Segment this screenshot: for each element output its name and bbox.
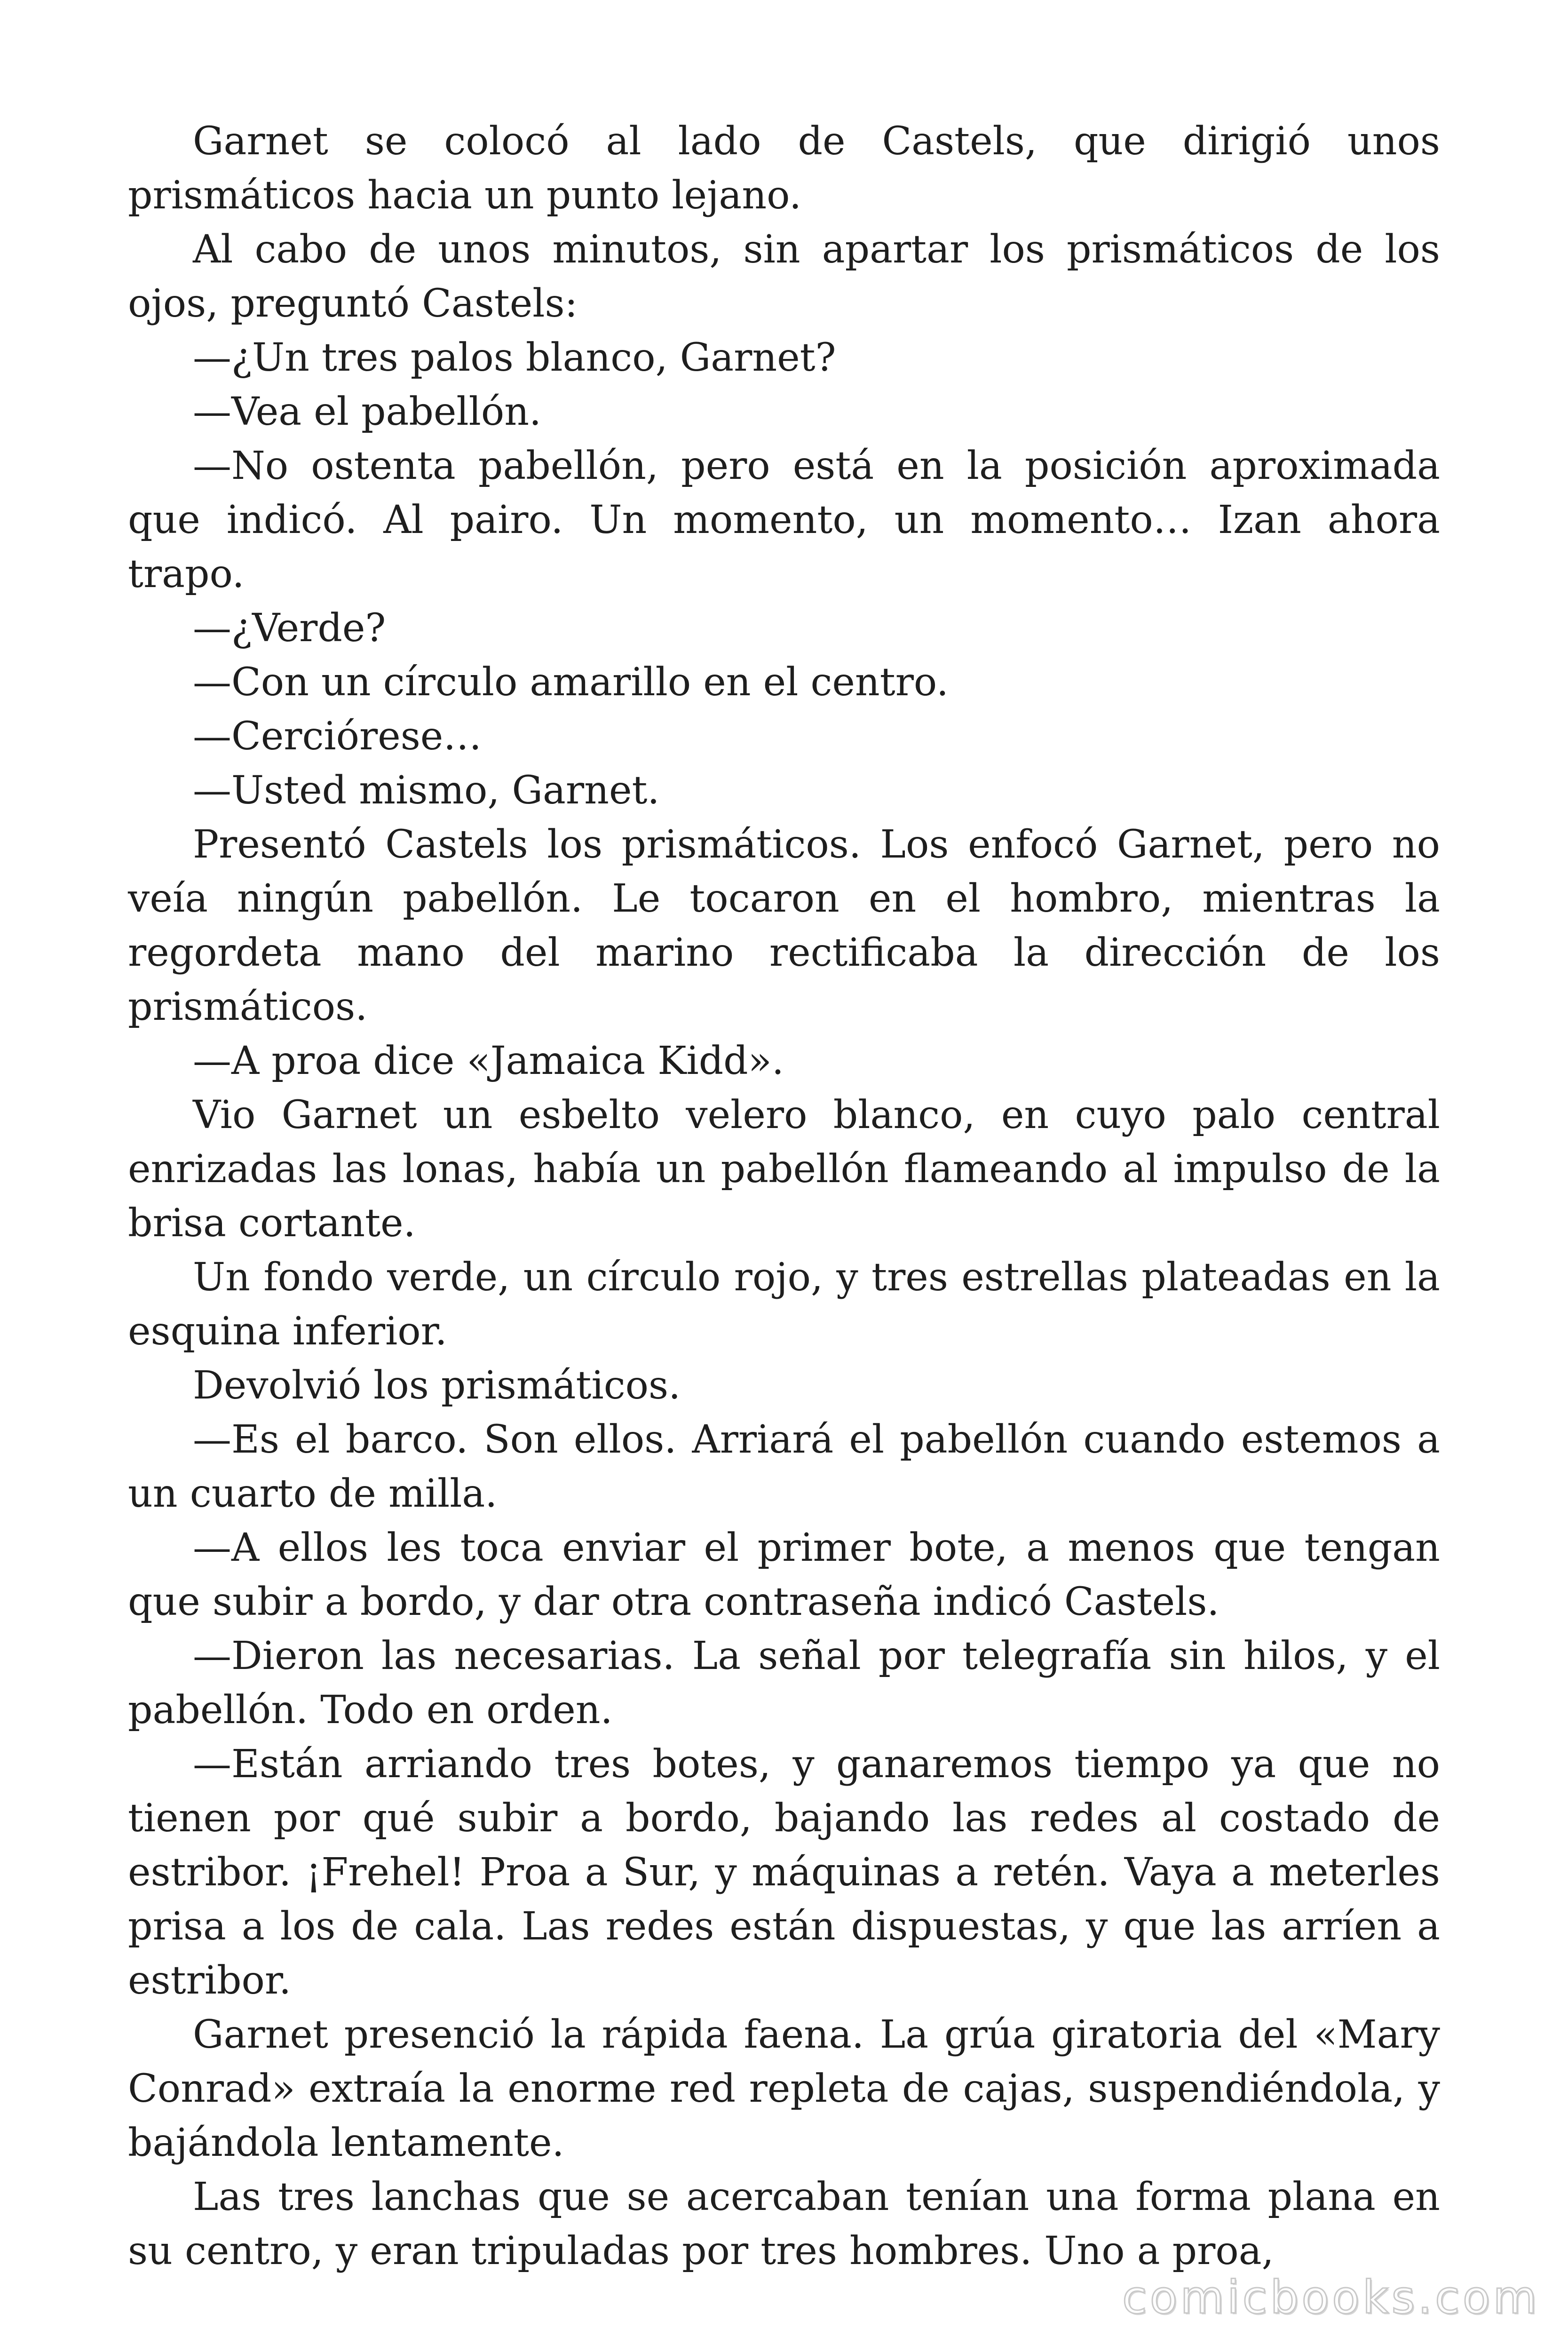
dialogue-line: —Dieron las necesarias. La señal por telegrafía sin hilos, y el pabellón. Todo en orden. xyxy=(128,1634,1440,1732)
dialogue-line: —Usted mismo, Garnet. xyxy=(193,768,660,813)
dialogue-line: —Vea el pabellón. xyxy=(193,389,542,434)
dialogue-line: —Es el barco. Son ellos. Arriará el pabellón cuando estemos a un cuarto de milla. xyxy=(128,1417,1440,1516)
dialogue-line: —No ostenta pabellón, pero está en la posición aproximada que indicó. Al pairo. Un momento, un momento… Izan ahora trapo. xyxy=(128,444,1440,596)
body-text xyxy=(128,114,1440,2278)
watermark: comicbooks.com xyxy=(1122,2271,1540,2324)
dialogue-line: —¿Un tres palos blanco, Garnet? xyxy=(193,335,836,380)
dialogue-line: —¿Verde? xyxy=(193,606,386,651)
dialogue-line: —Están arriando tres botes, y ganaremos tiempo ya que no tienen por qué subir a bordo, bajando las redes al costado de estribor. ¡Frehel! Proa a Sur, y máquinas a retén. Vaya a meterles prisa a los de cala. Las redes están dispuestas, y que las arríen a estribor. xyxy=(128,1742,1440,2003)
paragraph: Vio Garnet un esbelto velero blanco, en cuyo palo central enrizadas las lonas, había un pabellón flameando al impulso de la brisa cortante. xyxy=(128,1093,1440,1246)
dialogue-line: —Cerciórese… xyxy=(193,714,482,759)
dialogue-line: —A proa dice «Jamaica Kidd». xyxy=(193,1039,784,1083)
paragraph: Devolvió los prismáticos. xyxy=(193,1363,681,1408)
paragraph: Garnet presenció la rápida faena. La grúa giratoria del «Mary Conrad» extraía la enorme red repleta de cajas, suspendiéndola, y bajándola lentamente. xyxy=(128,2012,1440,2165)
paragraph: Las tres lanchas que se acercaban tenían una forma plana en su centro, y eran tripuladas por tres hombres. Uno a proa, xyxy=(128,2175,1440,2273)
paragraph: Un fondo verde, un círculo rojo, y tres estrellas plateadas en la esquina inferior. xyxy=(128,1255,1440,1354)
paragraph: Al cabo de unos minutos, sin apartar los prismáticos de los ojos, preguntó Castels: xyxy=(128,227,1440,326)
dialogue-line: —A ellos les toca enviar el primer bote, a menos que tengan que subir a bordo, y dar otra contraseña indicó Castels. xyxy=(128,1526,1440,1624)
paragraph: Presentó Castels los prismáticos. Los enfocó Garnet, pero no veía ningún pabellón. Le tocaron en el hombro, mientras la regordeta mano del marino rectificaba la dirección de los prismáticos. xyxy=(128,822,1440,1029)
paragraph: Garnet se colocó al lado de Castels, que dirigió unos prismáticos hacia un punto lejano. xyxy=(128,119,1440,218)
dialogue-line: —Con un círculo amarillo en el centro. xyxy=(193,660,949,705)
